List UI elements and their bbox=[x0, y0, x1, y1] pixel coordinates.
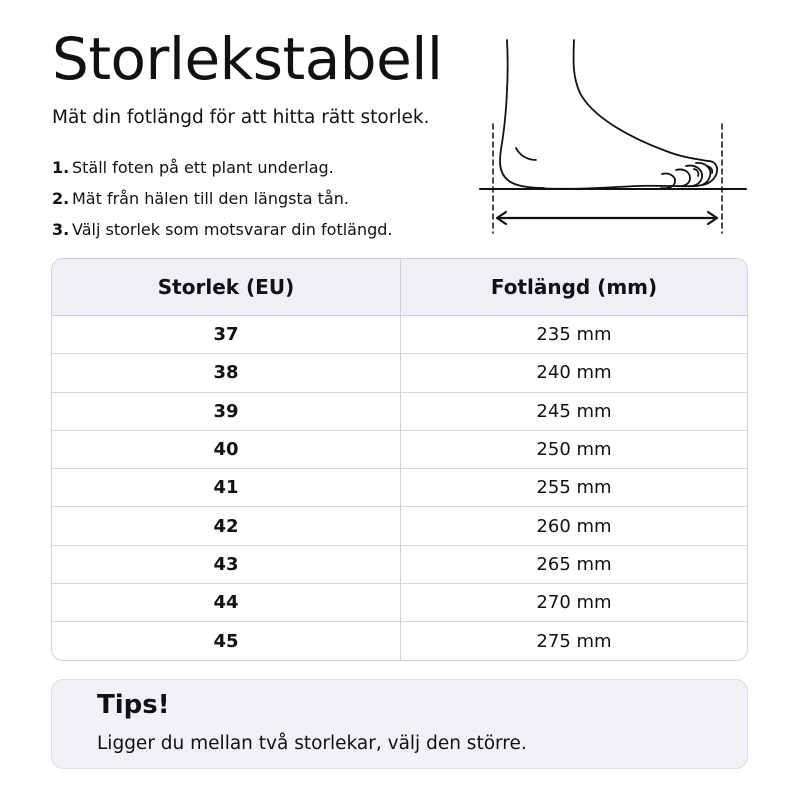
size-cell: 42 bbox=[52, 507, 401, 544]
step-text: Ställ foten på ett plant underlag. bbox=[72, 158, 334, 177]
instruction-step bbox=[52, 183, 472, 214]
step-text: Mät från hälen till den längsta tån. bbox=[72, 189, 349, 208]
length-cell: 255 mm bbox=[536, 477, 612, 499]
table-row bbox=[52, 507, 747, 545]
page-title: Storlekstabell bbox=[52, 25, 443, 93]
step-number: 2. bbox=[52, 189, 70, 208]
table-row bbox=[52, 469, 747, 507]
column-header-size: Storlek (EU) bbox=[52, 259, 401, 315]
size-cell: 43 bbox=[52, 546, 401, 583]
size-cell: 41 bbox=[52, 469, 401, 506]
tips-box bbox=[51, 679, 748, 769]
step-number: 3. bbox=[52, 220, 70, 239]
foot-measurement-icon bbox=[476, 38, 752, 238]
page-subtitle: Mät din fotlängd för att hitta rätt storlek. bbox=[52, 107, 430, 128]
length-cell: 260 mm bbox=[536, 515, 612, 537]
column-header-length: Fotlängd (mm) bbox=[490, 275, 658, 299]
length-cell: 270 mm bbox=[536, 592, 612, 614]
length-cell: 250 mm bbox=[536, 439, 612, 461]
tips-text: Ligger du mellan två storlekar, välj den större. bbox=[97, 733, 527, 754]
size-cell: 39 bbox=[52, 393, 401, 430]
length-cell: 240 mm bbox=[536, 362, 612, 384]
step-text: Välj storlek som motsvarar din fotlängd. bbox=[72, 220, 393, 239]
length-cell: 245 mm bbox=[536, 400, 612, 422]
instruction-step bbox=[52, 214, 472, 245]
table-row bbox=[52, 431, 747, 469]
length-cell: 275 mm bbox=[536, 631, 612, 653]
table-row bbox=[52, 393, 747, 431]
table-row bbox=[52, 354, 747, 392]
instruction-step bbox=[52, 152, 472, 183]
table-row bbox=[52, 546, 747, 584]
size-cell: 44 bbox=[52, 584, 401, 621]
table-row bbox=[52, 316, 747, 354]
table-row bbox=[52, 584, 747, 622]
size-cell: 40 bbox=[52, 431, 401, 468]
size-cell: 38 bbox=[52, 354, 401, 391]
instruction-list bbox=[52, 152, 472, 245]
length-cell: 265 mm bbox=[536, 553, 612, 575]
size-cell: 45 bbox=[52, 622, 401, 660]
step-number: 1. bbox=[52, 158, 70, 177]
tips-title: Tips! bbox=[97, 690, 170, 720]
size-table bbox=[51, 258, 748, 661]
table-header bbox=[52, 259, 747, 316]
table-row bbox=[52, 622, 747, 660]
length-cell: 235 mm bbox=[536, 324, 612, 346]
size-cell: 37 bbox=[52, 316, 401, 353]
